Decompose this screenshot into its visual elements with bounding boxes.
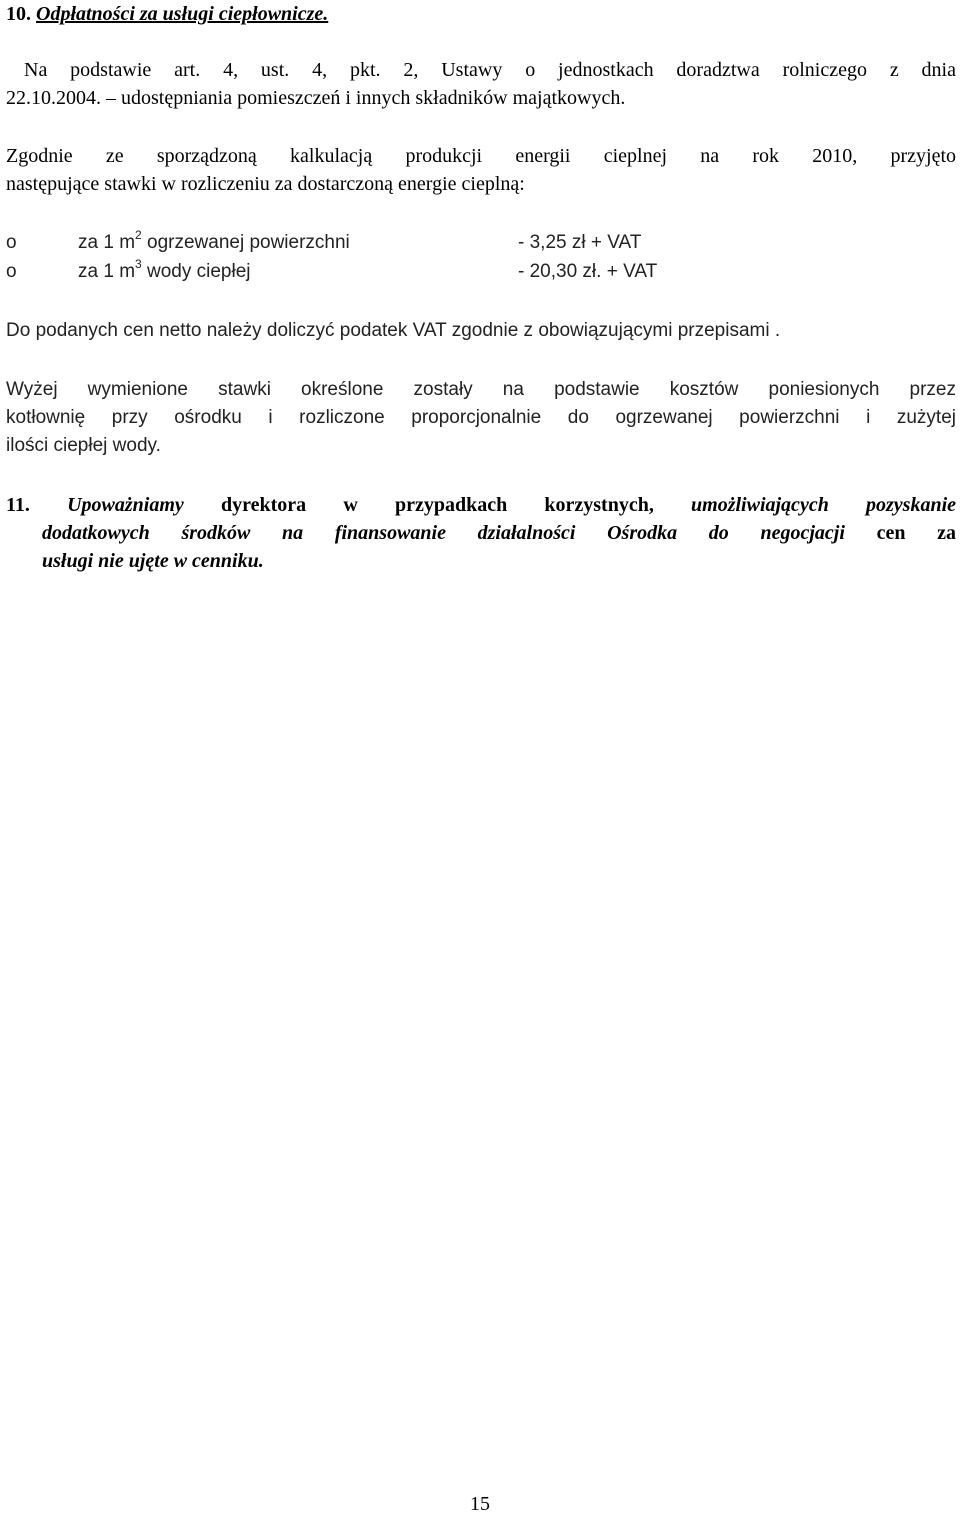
rate-item-hot-water (6, 258, 956, 287)
section-10-number: 10. (6, 3, 31, 25)
section-11 (6, 491, 956, 575)
bullet-mark: o (6, 232, 17, 253)
rate-price: - 20,30 zł. + VAT (518, 261, 658, 282)
page-number: 15 (470, 1493, 490, 1515)
explanation-line-2: kotłownię przy ośrodku i rozliczone proporcjonalnie do ogrzewanej powierzchni i zużytej (6, 407, 956, 428)
calculation-line-1: Zgodnie ze sporządzoną kalkulacją produkcji energii cieplnej na rok 2010, przyjęto (6, 145, 956, 167)
rate-label: za 1 $m^2$ ogrzewanej powierzchni (78, 227, 350, 253)
vat-note: Do podanych cen netto należy doliczyć podatek VAT zgodnie z obowiązującymi przepisami . (6, 320, 781, 341)
explanation-line-3: ilości ciepłej wody. (6, 435, 161, 456)
rates-list (6, 229, 956, 287)
section-10-title: Odpłatności za usługi ciepłownicze. (36, 3, 329, 25)
rates-explanation-paragraph (6, 376, 956, 460)
rate-price: - 3,25 zł + VAT (518, 232, 642, 253)
explanation-line-1: Wyżej wymienione stawki określone zostały na podstawie kosztów poniesionych przez (6, 379, 956, 400)
legal-basis-line-1: Na podstawie art. 4, ust. 4, pkt. 2, Ustawy o jednostkach doradztwa rolniczego z dnia (24, 59, 956, 81)
section-11-number: 11. (6, 494, 30, 516)
rate-label: za 1 $m^3$ wody ciepłej (78, 256, 251, 282)
rate-item-heating (6, 229, 956, 258)
calculation-line-2: następujące stawki w rozliczeniu za dostarczoną energie cieplną: (6, 173, 525, 195)
section-10-heading (6, 0, 328, 28)
bullet-mark: o (6, 261, 17, 282)
section-11-line-3: usługi nie ujęte w cenniku. (42, 550, 264, 572)
section-11-line-2: dodatkowych środków na finansowanie działalności Ośrodka do negocjacji cen za (42, 522, 956, 544)
calculation-paragraph (6, 142, 956, 198)
legal-basis-paragraph (6, 56, 956, 112)
section-11-line-1: 11. Upoważniamy dyrektora w przypadkach korzystnych, umożliwiających pozyskanie (6, 494, 956, 516)
legal-basis-line-2: 22.10.2004. – udostępniania pomieszczeń i innych składników majątkowych. (6, 87, 626, 109)
